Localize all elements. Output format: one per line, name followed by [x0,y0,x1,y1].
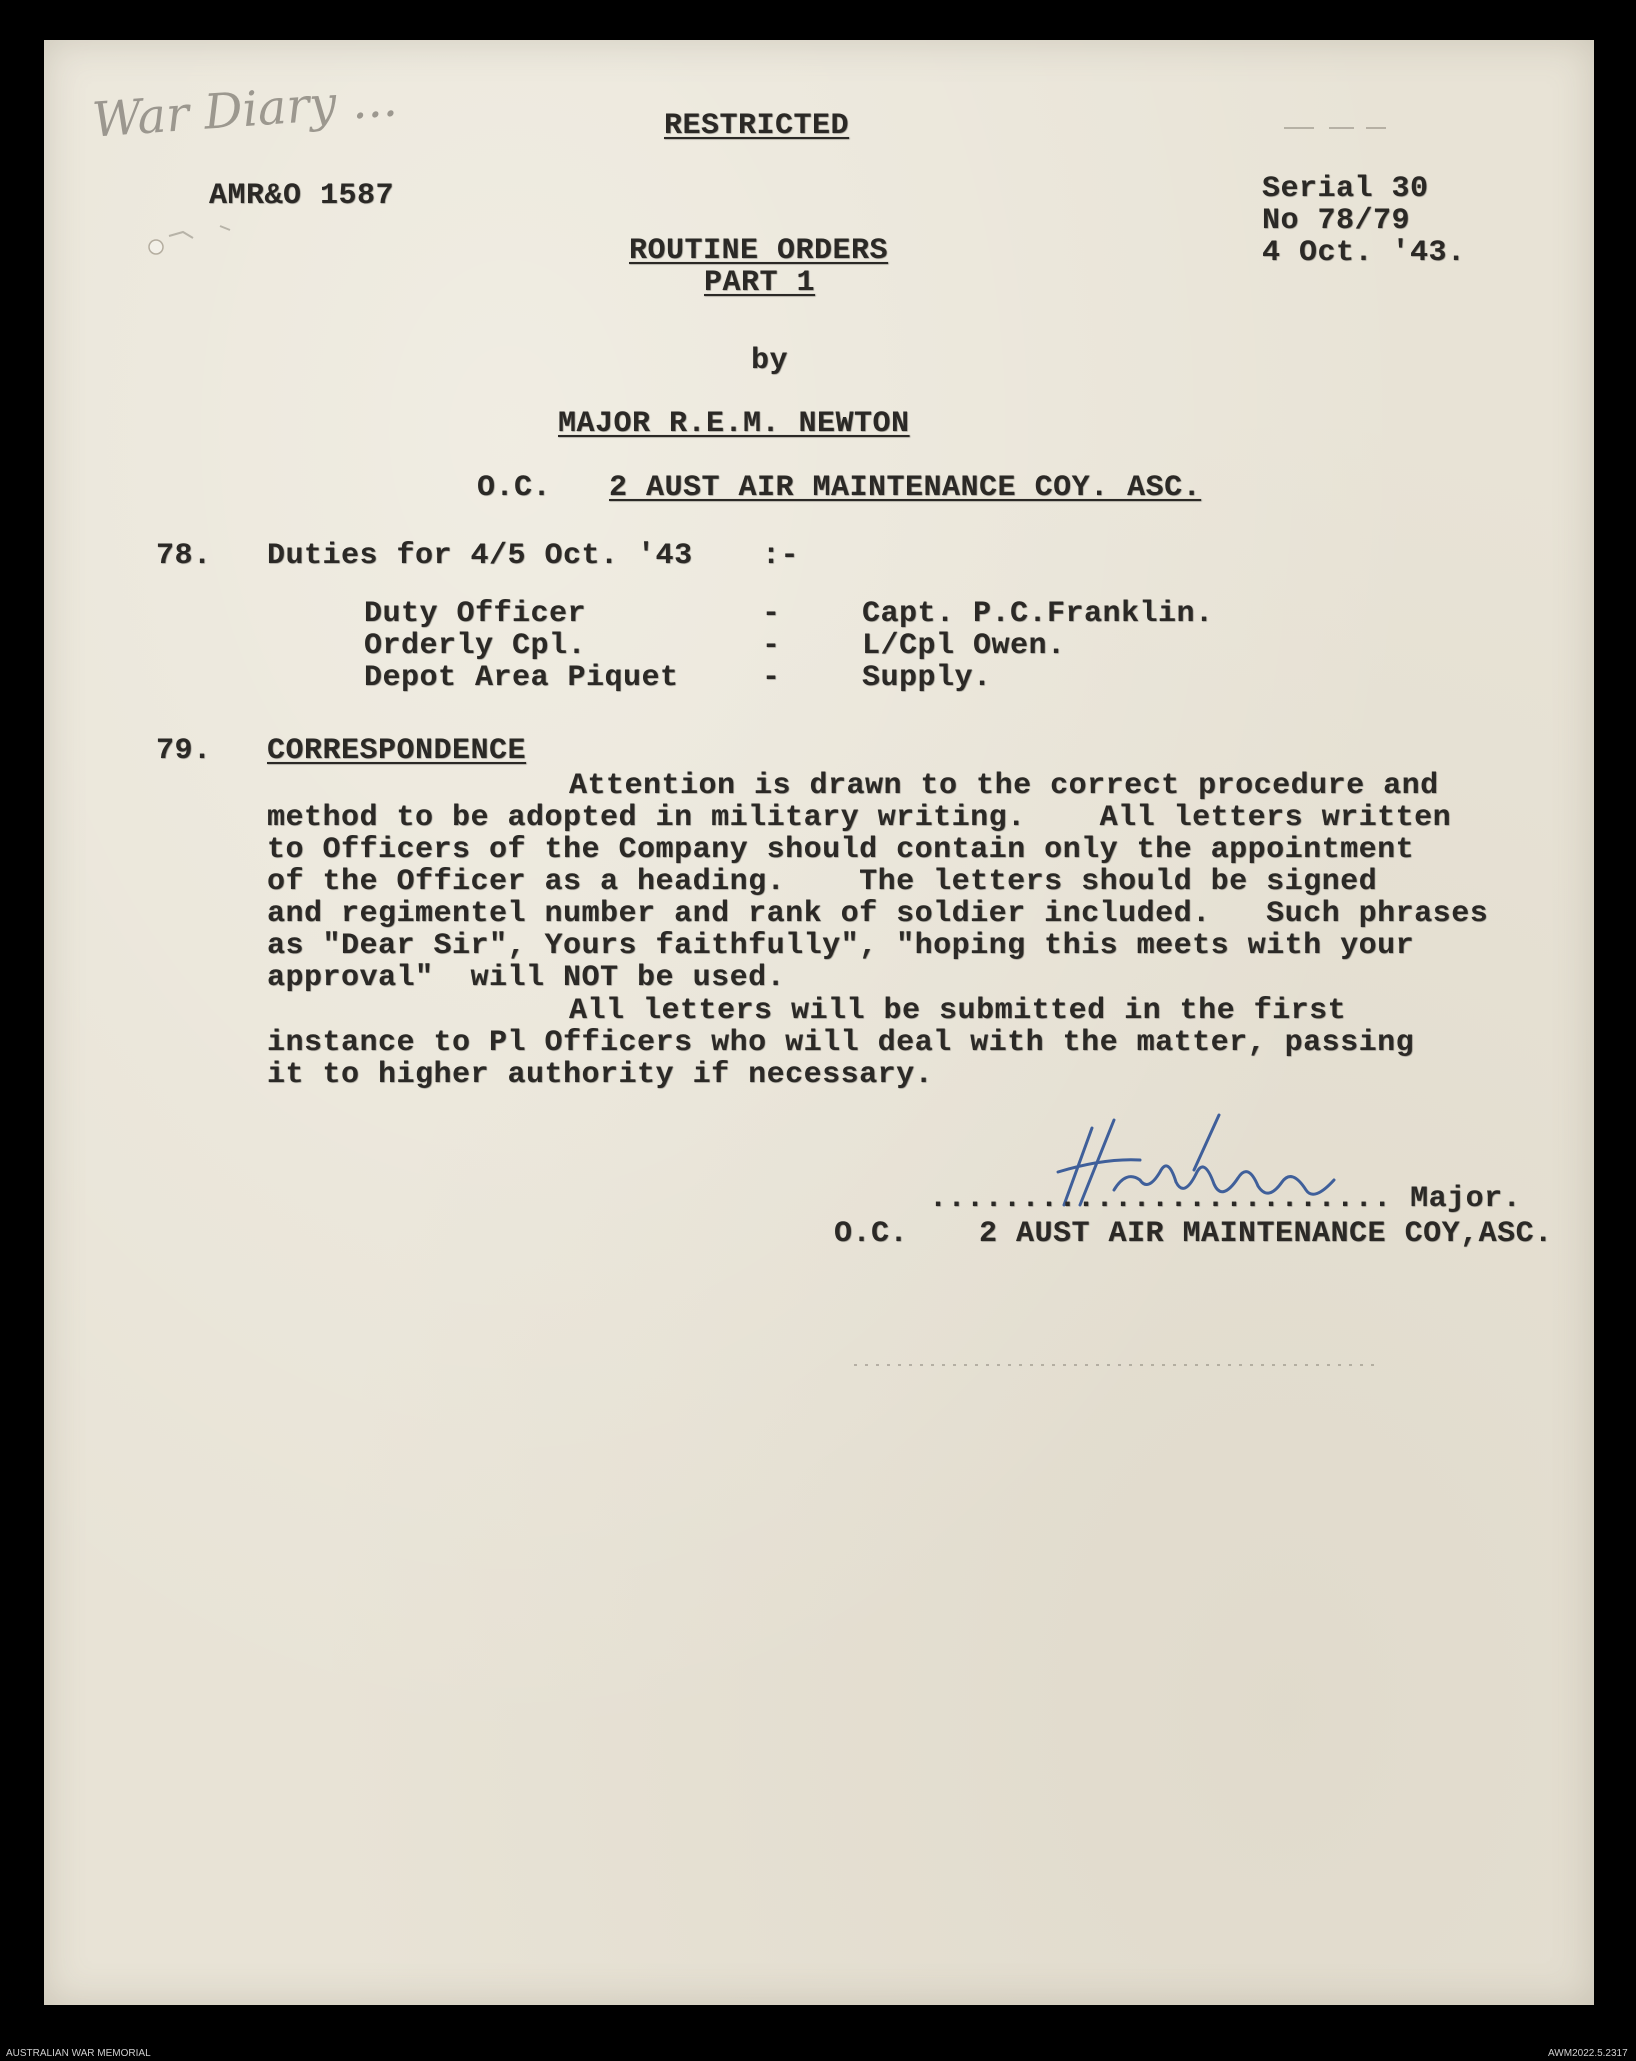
paragraph-line: to Officers of the Company should contain only the appointment [267,833,1415,867]
paragraph-line: method to be adopted in military writing. All letters written [267,801,1452,835]
handwritten-note: War Diary ... [90,71,400,149]
duty-person: Supply. [862,661,992,695]
duty-role: Depot Area Piquet [364,661,679,695]
duty-person: L/Cpl Owen. [862,629,1066,663]
officer-name: MAJOR R.E.M. NEWTON [558,407,910,441]
order-date: 4 Oct. '43. [1262,236,1466,270]
paragraph-line: of the Officer as a heading. The letters should be signed [267,865,1378,899]
by-label: by [751,344,789,378]
order-78-separator: :- [762,539,800,573]
footer-left-credit: AUSTRALIAN WAR MEMORIAL [6,2048,151,2059]
duty-dash: - [762,597,781,631]
signature-unit: 2 AUST AIR MAINTENANCE COY,ASC. [979,1217,1553,1251]
classification-heading: RESTRICTED [664,109,850,143]
order-78-number: 78. [156,539,212,573]
signature-rank-line: ......................... Major. [929,1182,1522,1216]
paragraph-line: it to higher authority if necessary. [267,1058,934,1092]
duty-role: Orderly Cpl. [364,629,587,663]
document-page [44,40,1594,2005]
order-79-heading: CORRESPONDENCE [267,734,527,768]
paragraph-line: Attention is drawn to the correct procedure and [569,769,1439,803]
reference-number: AMR&O 1587 [209,179,395,213]
punch-mark [169,232,193,238]
routine-orders-title: ROUTINE ORDERS [629,234,889,268]
duty-role: Duty Officer [364,597,587,631]
duty-dash: - [762,629,781,663]
part-title: PART 1 [704,266,816,300]
punch-mark [220,226,230,230]
order-number: No 78/79 [1262,204,1411,238]
duty-dash: - [762,661,781,695]
order-78-heading: Duties for 4/5 Oct. '43 [267,539,693,573]
paragraph-line: as "Dear Sir", Yours faithfully", "hoping this meets with your [267,929,1415,963]
order-79-number: 79. [156,734,212,768]
serial-number: Serial 30 [1262,172,1429,206]
paragraph-line: and regimentel number and rank of soldier included. Such phrases [267,897,1489,931]
staple-hole [149,240,163,254]
paragraph-line: All letters will be submitted in the first [569,994,1347,1028]
unit-name: 2 AUST AIR MAINTENANCE COY. ASC. [609,471,1202,505]
paragraph-line: instance to Pl Officers who will deal with the matter, passing [267,1026,1415,1060]
signature-oc-prefix: O.C. [834,1217,909,1251]
footer-right-id: AWM2022.5.2317 [1548,2048,1628,2059]
duty-person: Capt. P.C.Franklin. [862,597,1214,631]
paragraph-line: approval" will NOT be used. [267,961,786,995]
oc-prefix: O.C. [477,471,552,505]
